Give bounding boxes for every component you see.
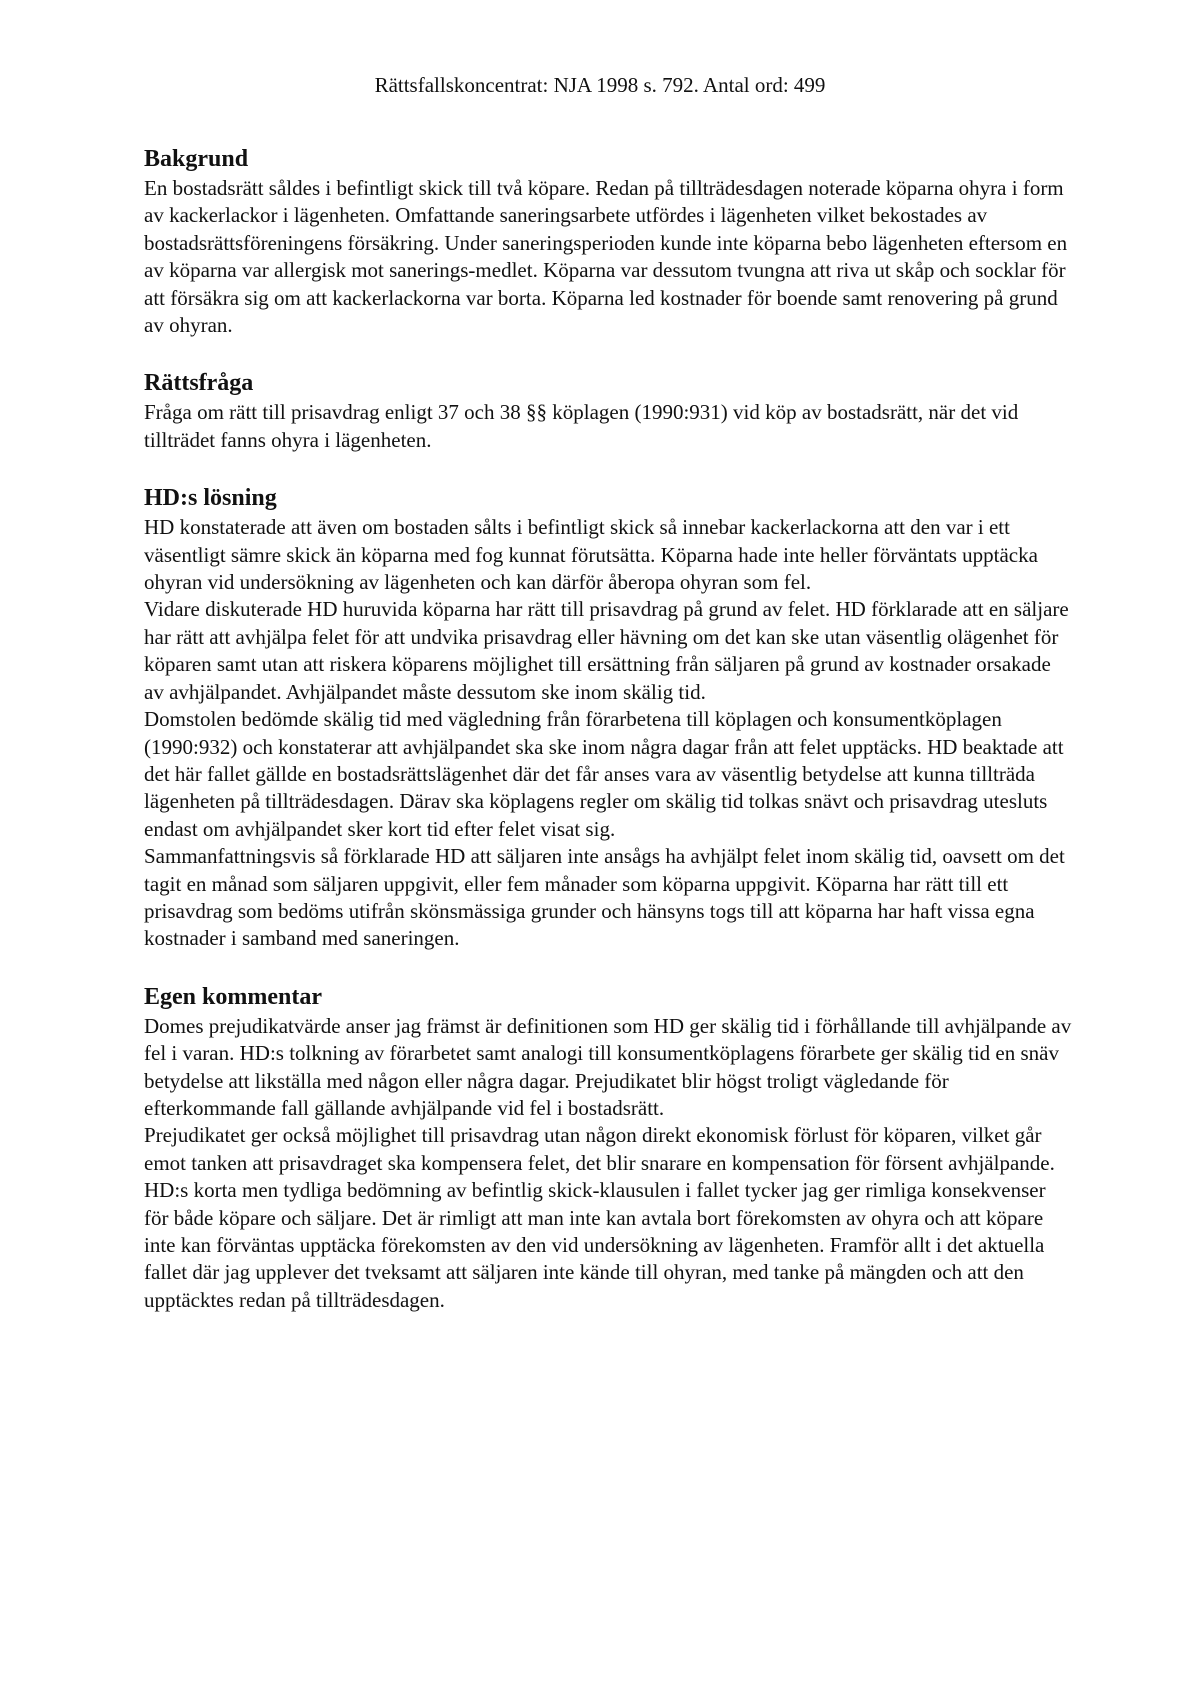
paragraph: Vidare diskuterade HD huruvida köparna har rätt till prisavdrag på grund av felet. HD förklarade att en säljare har rätt att avhjälpa felet för att undvika prisavdrag eller hävning om det kan ske utan väsentlig olägenhet för köparen samt utan att riskera köparens möjlighet till ersättning från säljaren på grund av kostnader orsakade av avhjälpandet. Avhjälpandet måste dessutom ske inom skälig tid. [144, 597, 1069, 704]
section-hds-losning [144, 484, 1074, 953]
section-heading: Egen kommentar [144, 983, 322, 1010]
section-heading: Bakgrund [144, 146, 249, 172]
document-body [144, 145, 1074, 1344]
paragraph: En bostadsrätt såldes i befintligt skick till två köpare. Redan på tillträdesdagen noterade köparna ohyra i form av kackerlackor i lägenheten. Omfattande saneringsarbete utfördes i lägenheten vilket bekostades av bostadsrättsföreningens försäkring. Under saneringsperioden kunde inte köparna bebo lägenheten eftersom en av köparna var allergisk mot sanerings-medlet. Köparna var dessutom tvungna att riva ut skåp och socklar för att försäkra sig om att kackerlackorna var borta. Köparna led kostnader för boende samt renovering på grund av ohyran. [144, 176, 1068, 338]
section-rattsfraga [144, 369, 1074, 454]
section-heading: Rättsfråga [144, 370, 254, 397]
paragraph: Fråga om rätt till prisavdrag enligt 37 och 38 §§ köplagen (1990:931) vid köp av bostadsrätt, när det vid tillträdet fanns ohyra i lägenheten. [144, 400, 1019, 452]
paragraph: HD konstaterade att även om bostaden sålts i befintligt skick så innebar kackerlackorna att den var i ett väsentligt sämre skick än köparna med fog kunnat förutsätta. Köparna hade inte heller förväntats upptäcka ohyran vid undersökning av lägenheten och kan därför åberopa ohyran som fel. [144, 515, 1038, 595]
paragraph: Domstolen bedömde skälig tid med vägledning från förarbetena till köplagen och konsumentköplagen (1990:932) och konstaterar att avhjälpandet ska ske inom några dagar från att felet upptäcks. HD beaktade att det här fallet gällde en bostadsrättslägenhet där det får anses vara av väsentlig betydelse att kunna tillträda lägenheten på tillträdesdagen. Därav ska köplagens regler om skälig tid tolkas snävt och prisavdrag utesluts endast om avhjälpandet sker kort tid efter felet visat sig. [144, 707, 1064, 841]
paragraph: Sammanfattningsvis så förklarade HD att säljaren inte ansågs ha avhjälpt felet inom skälig tid, oavsett om det tagit en månad som säljaren uppgivit, eller fem månader som köparna uppgivit. Köparna har rätt till ett prisavdrag som bedöms utifrån skönsmässiga grunder och hänsyns togs till att köparna har haft vissa egna kostnader i samband med saneringen. [144, 844, 1065, 951]
paragraph: Domes prejudikatvärde anser jag främst är definitionen som HD ger skälig tid i förhållande till avhjälpande av fel i varan. HD:s tolkning av förarbetet samt analogi till konsumentköplagens förarbete ger skälig tid en snäv betydelse att likställa med någon eller några dagar. Prejudikatet blir högst troligt vägledande för efterkommande fall gällande avhjälpande vid fel i bostadsrätt. [144, 1013, 1072, 1120]
paragraph: Prejudikatet ger också möjlighet till prisavdrag utan någon direkt ekonomisk förlust för köparen, vilket går emot tanken att prisavdraget ska kompensera felet, det blir snarare en kompensation för försent avhjälpande. [144, 1123, 1055, 1175]
section-bakgrund [144, 145, 1074, 339]
section-heading: HD:s lösning [144, 485, 277, 512]
section-egen-kommentar [144, 983, 1074, 1314]
page-header: Rättsfallskoncentrat: NJA 1998 s. 792. Antal ord: 499 [374, 73, 826, 97]
paragraph: HD:s korta men tydliga bedömning av befintlig skick-klausulen i fallet tycker jag ger rimliga konsekvenser för både köpare och säljare. Det är rimligt att man inte kan avtala bort förekomsten av ohyra och att köpare inte kan förväntas upptäcka förekomsten av den vid undersökning av lägenheten. Framför allt i det aktuella fallet där jag upplever det tveksamt att säljaren inte kände till ohyran, med tanke på mängden och att den upptäcktes redan på tillträdesdagen. [144, 1178, 1046, 1312]
